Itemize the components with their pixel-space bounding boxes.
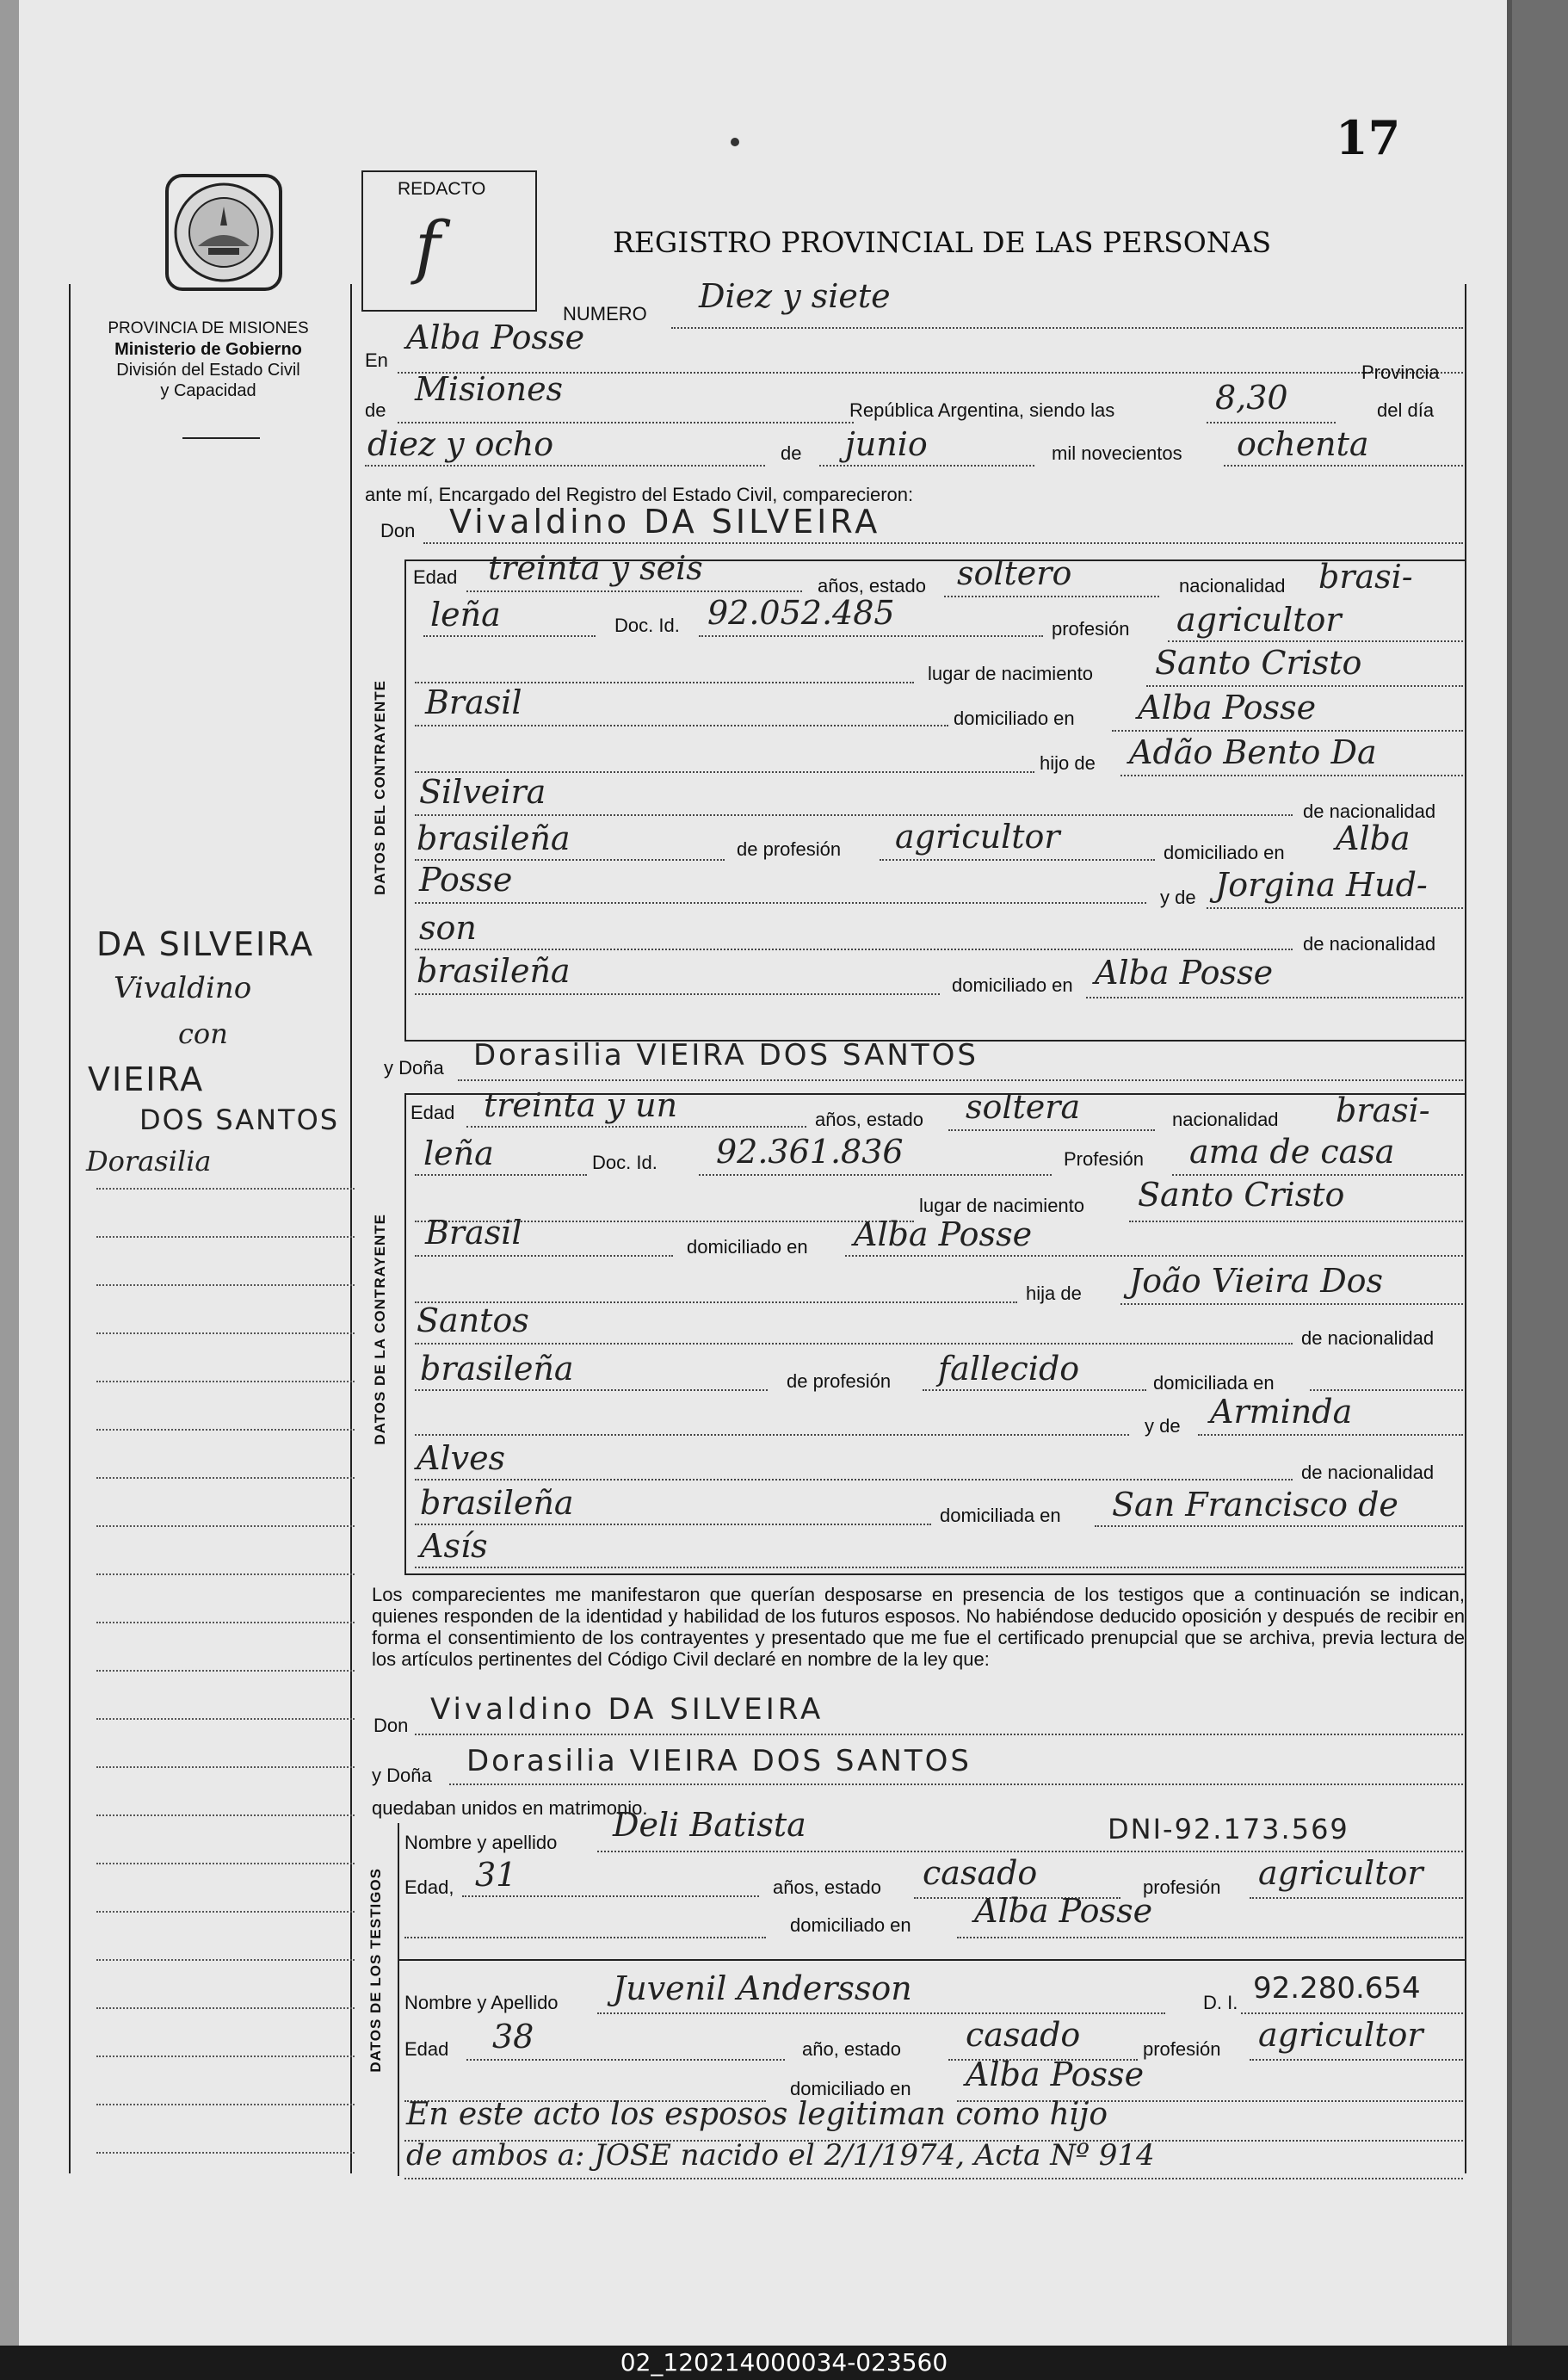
c-madre-line	[1207, 907, 1463, 909]
mes-value: junio	[845, 425, 928, 463]
t1-dni-value: DNI-92.173.569	[1108, 1813, 1349, 1845]
f-nac2-line	[415, 1174, 587, 1176]
note-rule-2	[404, 2178, 1463, 2179]
c-lugar-line	[1146, 685, 1463, 687]
c-edad-value: treinta y seis	[488, 549, 703, 587]
f-estado-line	[948, 1129, 1155, 1131]
c-padre-line	[1120, 775, 1463, 776]
t1-profesion-label: profesión	[1143, 1876, 1221, 1898]
f-domicilio-value: Alba Posse	[854, 1215, 1033, 1253]
c-profesion-value: agricultor	[1176, 601, 1342, 639]
numero-line	[671, 327, 1463, 329]
page-number: 17	[1336, 110, 1401, 165]
f-nacionalidad-value2: leña	[423, 1134, 494, 1172]
f-madre-nac-label: de nacionalidad	[1301, 1462, 1435, 1483]
f-profesion-value: ama de casa	[1189, 1133, 1395, 1171]
de2-label: de	[781, 442, 802, 464]
don-line	[423, 542, 1463, 544]
margin-left-rule	[69, 284, 71, 2173]
f-madre-nac-value: brasileña	[420, 1484, 574, 1522]
f-madre-line	[1198, 1434, 1463, 1436]
c-madre-nac-label: de nacionalidad	[1303, 933, 1436, 955]
c-padre2-line	[415, 814, 1293, 816]
margin-rule	[96, 1429, 355, 1431]
don-label: Don	[380, 520, 416, 541]
margin-rule	[96, 1573, 355, 1575]
dia-value: diez y ocho	[367, 425, 554, 463]
f-padre-nac-label: de nacionalidad	[1301, 1327, 1435, 1349]
contrayente-section-label: DATOS DEL CONTRAYENTE	[372, 680, 388, 895]
provincial-seal	[164, 172, 284, 293]
dona-value: Dorasilia VIEIRA DOS SANTOS	[473, 1038, 978, 1073]
ministry-text: Ministerio de Gobierno	[114, 340, 302, 359]
c-lugar-label: lugar de nacimiento	[928, 663, 1094, 684]
f-madre-dom-label: domiciliada en	[940, 1505, 1061, 1526]
c-domicilio-line	[1112, 730, 1463, 732]
margin-rule	[96, 1284, 355, 1286]
note-line-2: de ambos a: JOSE nacido el 2/1/1974, Acta Nº 914	[406, 2138, 1155, 2173]
margin-rule	[96, 2104, 355, 2105]
margin-note-surname2: VIEIRA	[88, 1060, 205, 1098]
numero-label: NUMERO	[563, 303, 647, 325]
contrayenta-bottom-rule	[404, 1573, 1465, 1575]
t1-domicilio-line	[957, 1937, 1463, 1938]
t2-nombre-label: Nombre y Apellido	[404, 1992, 559, 2013]
hora-value: 8,30	[1215, 379, 1288, 417]
testigos-section-label: DATOS DE LOS TESTIGOS	[367, 1868, 384, 2073]
t2-domicilio-label: domiciliado en	[790, 2078, 911, 2099]
dia-line	[365, 465, 765, 467]
c-padre-prof-value: agricultor	[895, 818, 1060, 856]
f-lugar-value: Santo Cristo	[1138, 1176, 1345, 1214]
margin-rule	[96, 1236, 355, 1238]
c-edad-line	[466, 590, 802, 592]
f-profesion-label: Profesión	[1064, 1148, 1144, 1170]
f-lugar-value2: Brasil	[425, 1214, 522, 1252]
t1-nombre-line	[597, 1851, 1463, 1852]
mil-label: mil novecientos	[1052, 442, 1182, 464]
capacity-text: y Capacidad	[160, 381, 256, 400]
division-text: División del Estado Civil	[116, 361, 300, 380]
c-estado-line	[944, 596, 1159, 597]
margin-rule	[96, 2152, 355, 2154]
t1-edad-value: 31	[475, 1856, 517, 1894]
margin-rule	[96, 1332, 355, 1334]
c-doc-line	[699, 635, 1043, 637]
issuer-block	[53, 318, 363, 401]
c-padre-value: Adão Bento Da	[1129, 733, 1377, 771]
f-madre-value2: Alves	[417, 1439, 506, 1477]
c-padre-dom2-line	[415, 902, 1146, 904]
f-padre-value: João Vieira Dos	[1129, 1262, 1384, 1300]
don-value: Vivaldino DA SILVEIRA	[449, 503, 881, 541]
c-madre-dom-value: Alba Posse	[1095, 954, 1274, 992]
c-madre-dom-line	[1086, 997, 1463, 998]
f-estado-label: años, estado	[815, 1109, 923, 1130]
c-nacionalidad-value2: leña	[430, 596, 501, 634]
t1-domicilio-label: domiciliado en	[790, 1914, 911, 1936]
t2-profesion-value: agricultor	[1258, 2016, 1423, 2054]
margin-right-rule	[350, 284, 352, 2173]
margin-rule	[96, 1959, 355, 1961]
c-profesion-label: profesión	[1052, 618, 1130, 640]
contrayenta-rule	[404, 1093, 406, 1575]
decl-dona-label: y Doña	[372, 1765, 432, 1786]
anio-line	[1224, 465, 1463, 467]
t1-domicilio-value: Alba Posse	[974, 1892, 1153, 1930]
f-madre-value: Arminda	[1210, 1393, 1353, 1431]
t2-estado-label: año, estado	[802, 2038, 901, 2060]
dona-line	[458, 1079, 1463, 1081]
c-padre-value2: Silveira	[419, 773, 546, 811]
f-padre-nac-line	[415, 1389, 768, 1391]
f-padre-prof-label: de profesión	[787, 1370, 892, 1392]
t2-di-label: D. I.	[1203, 1992, 1238, 2013]
decl-don-line	[415, 1734, 1463, 1735]
contrayenta-section-label: DATOS DE LA CONTRAYENTE	[372, 1214, 388, 1445]
province-text: PROVINCIA DE MISIONES	[108, 319, 309, 337]
f-madre-dom-value: San Francisco de	[1112, 1486, 1398, 1524]
f-padre-dom-line	[1310, 1389, 1463, 1391]
margin-rule	[96, 1766, 355, 1768]
t2-edad-value: 38	[492, 2018, 534, 2055]
redacto-label: REDACTO	[398, 179, 486, 199]
f-nacionalidad-value: brasi-	[1336, 1091, 1430, 1129]
c-lugar-value2: Brasil	[425, 683, 522, 721]
c-madre2-line	[415, 949, 1293, 950]
c-nac2-line	[423, 635, 596, 637]
image-id-footer: 02_120214000034-023560	[0, 2346, 1568, 2380]
c-lugar-value: Santo Cristo	[1155, 644, 1362, 682]
t1-profesion-line	[1250, 1897, 1463, 1899]
t2-domicilio-value: Alba Posse	[966, 2055, 1145, 2093]
t2-di-line	[1241, 2012, 1463, 2014]
redacto-box	[361, 170, 537, 312]
ante-label: ante mí, Encargado del Registro del Estado Civil, comparecieron:	[365, 484, 914, 505]
c-lugar2-line	[415, 725, 948, 726]
f-y-de-pre-line	[415, 1434, 1129, 1436]
f-padre-dom-label: domiciliada en	[1153, 1372, 1275, 1394]
c-padre-nac-label: de nacionalidad	[1303, 801, 1436, 822]
f-madre-dom-line	[1095, 1525, 1463, 1527]
f-lugar-line	[1129, 1221, 1463, 1222]
c-doc-value: 92.052.485	[707, 594, 895, 632]
margin-rule	[96, 1188, 355, 1190]
f-lugar-label: lugar de nacimiento	[919, 1195, 1085, 1216]
f-madre-nac-line	[415, 1524, 931, 1525]
margin-rule	[96, 1718, 355, 1720]
testigos-rule	[398, 1823, 399, 2176]
f-estado-value: soltera	[966, 1088, 1081, 1126]
decl-dona-line	[449, 1783, 1463, 1785]
margin-rule	[96, 1863, 355, 1864]
register-page	[19, 0, 1512, 2346]
del-dia-label: del día	[1377, 399, 1435, 421]
margin-note-surname3: DOS SANTOS	[139, 1103, 340, 1136]
t2-estado-value: casado	[966, 2016, 1081, 2054]
f-nacionalidad-label: nacionalidad	[1172, 1109, 1279, 1130]
testigos-divider	[398, 1959, 1465, 1961]
form-right-rule	[1465, 284, 1466, 2173]
t1-estado-label: años, estado	[773, 1876, 881, 1898]
numero-value: Diez y siete	[699, 277, 891, 315]
anio-value: ochenta	[1237, 425, 1369, 463]
c-madre-value2: son	[419, 909, 477, 947]
c-padre-prof-line	[880, 859, 1155, 861]
t2-edad-label: Edad	[404, 2038, 449, 2060]
book-spine	[1512, 0, 1568, 2346]
c-profesion-line	[1168, 640, 1463, 642]
margin-note-surname1: DA SILVEIRA	[96, 925, 315, 963]
t1-profesion-value: agricultor	[1258, 1854, 1423, 1892]
mes-line	[819, 465, 1034, 467]
f-doc-label: Doc. Id.	[592, 1152, 657, 1173]
c-doc-label: Doc. Id.	[614, 615, 680, 636]
c-padre-prof-label: de profesión	[737, 838, 842, 860]
f-padre2-line	[415, 1343, 1293, 1345]
t2-profesion-label: profesión	[1143, 2038, 1221, 2060]
f-doc-line	[699, 1174, 1052, 1176]
margin-note-name1: Vivaldino	[114, 971, 252, 1005]
c-estado-label: años, estado	[818, 575, 926, 597]
f-padre-nac-value: brasileña	[420, 1350, 574, 1388]
provincia-label: Provincia	[1361, 362, 1440, 383]
margin-note-con: con	[178, 1017, 228, 1050]
c-madre-nac-line	[415, 993, 940, 995]
c-domicilio-label: domiciliado en	[954, 708, 1075, 729]
f-madre-dom-value2: Asís	[420, 1527, 488, 1565]
c-padre-dom-label: domiciliado en	[1164, 842, 1285, 863]
t2-nombre-line	[597, 2012, 1165, 2014]
c-padre-dom-value2: Posse	[419, 861, 513, 899]
contrayente-rule	[404, 559, 406, 1042]
decl-don-label: Don	[373, 1715, 409, 1736]
register-title: REGISTRO PROVINCIAL DE LAS PERSONAS	[613, 226, 1272, 259]
margin-rule	[96, 1381, 355, 1382]
note-line-1: En este acto los esposos legitiman como hijo	[406, 2097, 1108, 2132]
c-madre-value: Jorgina Hud-	[1215, 866, 1428, 904]
c-madre-nac-value: brasileña	[417, 952, 571, 990]
margin-rule	[96, 2055, 355, 2057]
f-edad-label: Edad	[411, 1102, 455, 1123]
t1-estado-value: casado	[923, 1854, 1038, 1892]
c-y-de-label: y de	[1160, 887, 1196, 908]
t1-edad-line	[462, 1895, 759, 1897]
f-hija-label: hija de	[1026, 1283, 1082, 1304]
margin-rule	[96, 1525, 355, 1527]
c-padre-dom-value: Alba	[1336, 819, 1411, 857]
dona-label: y Doña	[384, 1057, 444, 1079]
t1-dom-pre-line	[404, 1937, 766, 1938]
f-padre-value2: Santos	[417, 1301, 529, 1339]
t2-profesion-line	[1250, 2059, 1463, 2061]
de-label: de	[365, 399, 386, 421]
f-domicilio-label: domiciliado en	[687, 1236, 808, 1258]
unidos-label: quedaban unidos en matrimonio.	[372, 1797, 648, 1819]
f-madre-dom2-line	[415, 1567, 1463, 1568]
republica-label: República Argentina, siendo las	[849, 399, 1115, 421]
f-padre-prof-value: fallecido	[938, 1350, 1080, 1388]
margin-note-name2: Dorasilia	[86, 1145, 212, 1178]
t2-di-value: 92.280.654	[1253, 1971, 1421, 2006]
c-edad-label: Edad	[413, 566, 458, 588]
f-padre-prof-line	[923, 1389, 1146, 1391]
margin-rule	[96, 1670, 355, 1672]
f-edad-value: treinta y un	[484, 1086, 678, 1124]
c-nacionalidad-value: brasi-	[1318, 558, 1413, 596]
t2-nombre-value: Juvenil Andersson	[613, 1969, 912, 2007]
en-value: Alba Posse	[406, 318, 585, 356]
t1-edad-label: Edad,	[404, 1876, 454, 1898]
c-madre-dom-label: domiciliado en	[952, 974, 1073, 996]
f-madre2-line	[415, 1479, 1293, 1481]
punch-dot	[731, 138, 739, 146]
t2-edad-line	[466, 2059, 785, 2061]
en-label: En	[365, 349, 388, 371]
margin-rule	[96, 2007, 355, 2009]
decl-don-value: Vivaldino DA SILVEIRA	[430, 1692, 824, 1727]
c-hijo-label: hijo de	[1040, 752, 1096, 774]
c-padre-nac-value: brasileña	[417, 819, 571, 857]
f-doc-value: 92.361.836	[716, 1133, 904, 1171]
t1-nombre-value: Deli Batista	[613, 1806, 806, 1844]
margin-rule	[96, 1477, 355, 1479]
c-domicilio-value: Alba Posse	[1138, 689, 1317, 726]
de-value: Misiones	[415, 370, 564, 408]
c-nacionalidad-label: nacionalidad	[1179, 575, 1286, 597]
f-domicilio-line	[845, 1255, 1463, 1257]
hora-line	[1207, 422, 1336, 423]
c-estado-value: soltero	[957, 554, 1072, 592]
redacto-mark: f	[415, 207, 441, 287]
margin-rule	[96, 1622, 355, 1623]
margin-rule	[96, 1911, 355, 1913]
f-lugar2-line	[415, 1255, 673, 1257]
declaration-text: Los comparecientes me manifestaron que querían desposarse en presencia de los testigos que a continuación se indican, quienes responden de la identidad y habilidad de los futuros esposos. No habiéndose deducido oposición y después de recibir en forma el consentimiento de los contrayentes y presentado que me fue el certificado prenupcial que se archiva, previa lectura de los artículos pertinentes del Código Civil declaré en nombre de la ley que:	[372, 1584, 1465, 1670]
f-edad-line	[466, 1126, 806, 1128]
de-line	[398, 422, 854, 423]
f-y-de-label: y de	[1145, 1415, 1181, 1437]
f-padre-line	[1120, 1303, 1463, 1305]
decl-dona-value: Dorasilia VIEIRA DOS SANTOS	[466, 1744, 972, 1778]
margin-rule	[96, 1814, 355, 1816]
issuer-divider	[182, 437, 260, 439]
t1-nombre-label: Nombre y apellido	[404, 1832, 558, 1853]
